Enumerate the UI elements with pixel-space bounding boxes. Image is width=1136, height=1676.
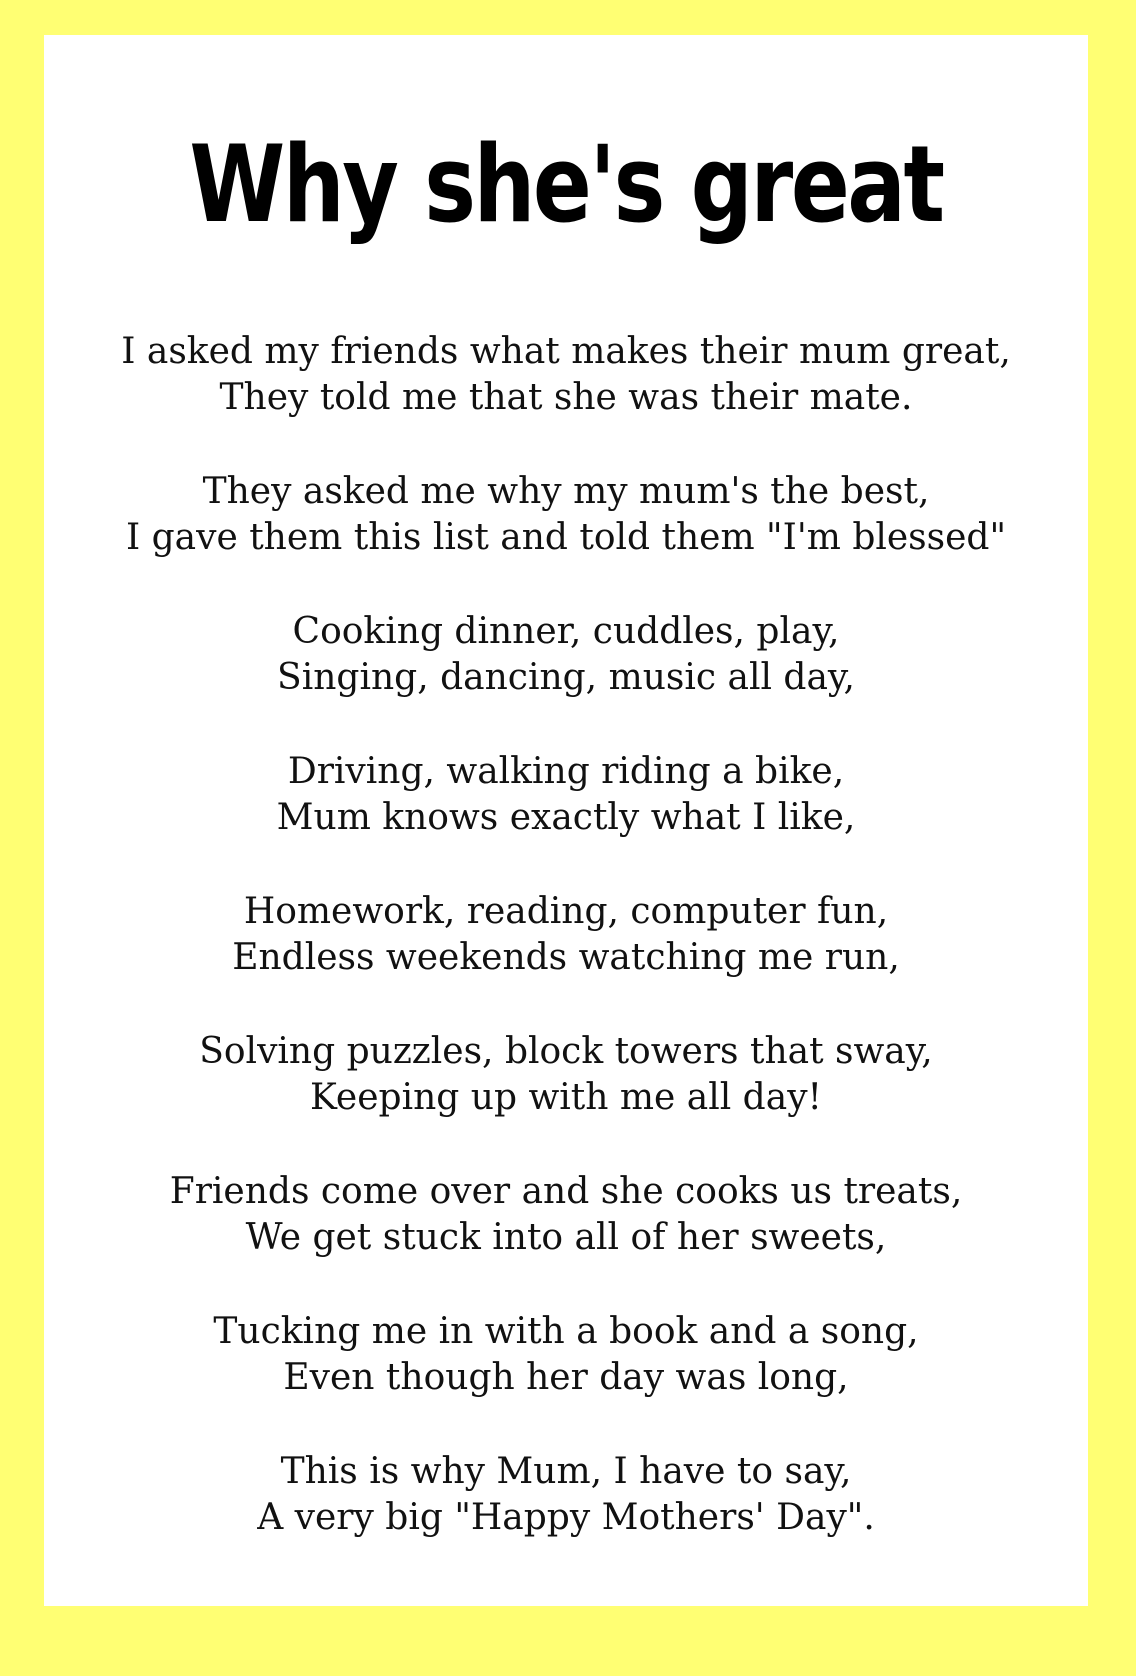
poem-line: Endless weekends watching me run, [232,937,900,978]
poem-line: I gave them this list and told them "I'm blessed" [125,517,1007,558]
stanza-7 [44,1169,1088,1309]
poem-line: Mum knows exactly what I like, [276,797,856,838]
stanza-2 [44,469,1088,609]
poem-line: I asked my friends what makes their mum great, [121,331,1011,372]
stanza-4 [44,749,1088,889]
poem-title: Why she's great [189,123,943,246]
poem-line: They asked me why my mum's the best, [202,471,930,512]
stanza-6 [44,1029,1088,1169]
poem-card [44,35,1088,1606]
stanza-8 [44,1309,1088,1449]
poem-line: Friends come over and she cooks us treats, [169,1171,963,1212]
poem-line: Driving, walking riding a bike, [287,751,845,792]
poem-line: We get stuck into all of her sweets, [245,1217,887,1258]
poem-line: Singing, dancing, music all day, [277,657,855,698]
poem-line: Keeping up with me all day! [310,1077,822,1118]
stanza-5 [44,889,1088,1029]
poem-line: Cooking dinner, cuddles, play, [292,611,840,652]
poem-line: A very big "Happy Mothers' Day". [257,1497,875,1538]
stanza-9 [44,1449,1088,1589]
poem-body [44,329,1088,1589]
stanza-3 [44,609,1088,749]
poem-line: Even though her day was long, [283,1357,849,1398]
poem-line: This is why Mum, I have to say, [280,1451,852,1492]
poem-line: Homework, reading, computer fun, [243,891,889,932]
stanza-1 [44,329,1088,469]
poem-line: Tucking me in with a book and a song, [213,1311,919,1352]
poem-line: They told me that she was their mate. [219,377,913,418]
poem-line: Solving puzzles, block towers that sway, [199,1031,933,1072]
